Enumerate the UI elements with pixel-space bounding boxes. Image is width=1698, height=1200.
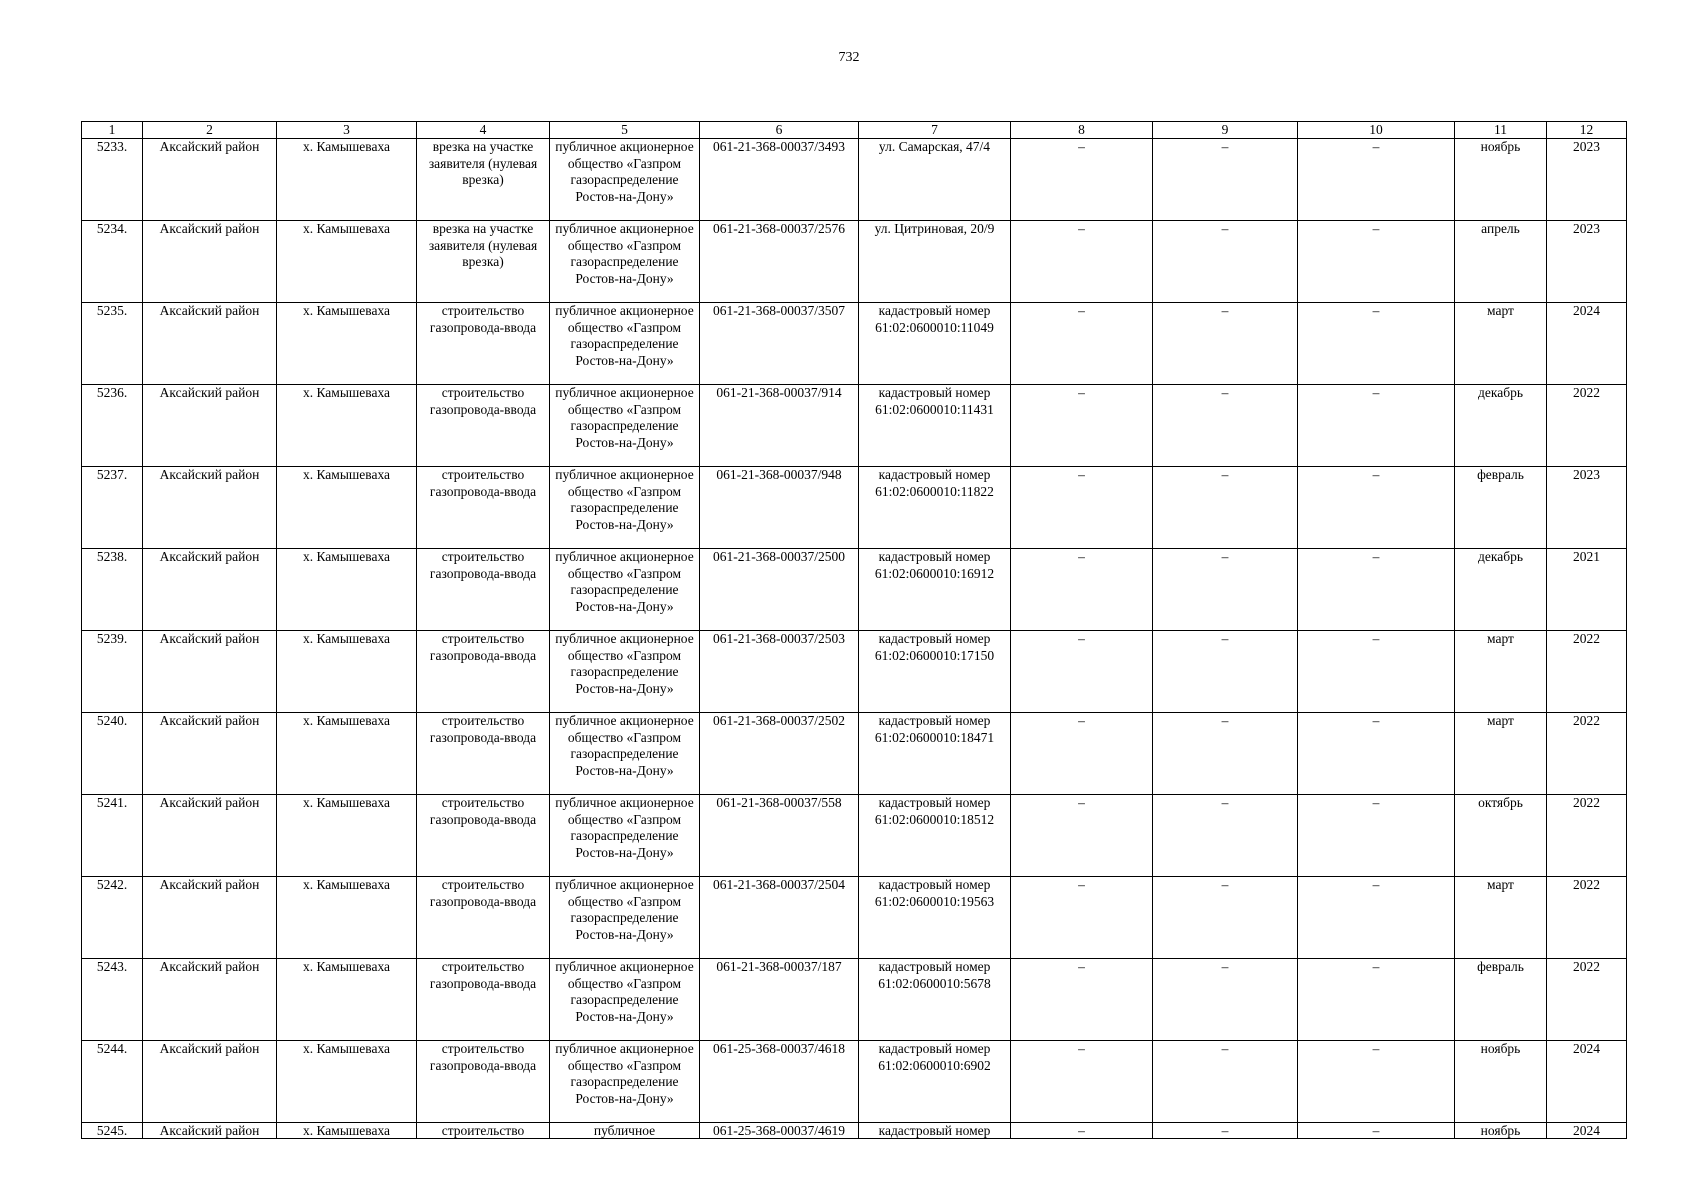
application-code-cell: 061-21-368-00037/187: [700, 959, 859, 1041]
district-cell: Аксайский район: [143, 795, 277, 877]
table-row: [82, 139, 1627, 221]
column-8-cell: –: [1011, 795, 1153, 877]
address-cell: ул. Цитриновая, 20/9: [859, 221, 1011, 303]
address-cell: ул. Самарская, 47/4: [859, 139, 1011, 221]
work-type-cell: строительство газопровода-ввода: [417, 467, 550, 549]
address-cell: кадастровый номер 61:02:0600010:19563: [859, 877, 1011, 959]
organization-cell: публичное акционерное общество «Газпром газораспределение Ростов-на-Дону»: [550, 713, 700, 795]
work-type-cell: строительство газопровода-ввода: [417, 303, 550, 385]
table-row: [82, 221, 1627, 303]
column-9-cell: –: [1153, 549, 1298, 631]
column-header-11: 11: [1455, 122, 1547, 139]
year-cell: 2023: [1547, 139, 1627, 221]
organization-cell: публичное акционерное общество «Газпром газораспределение Ростов-на-Дону»: [550, 221, 700, 303]
table-row: [82, 877, 1627, 959]
row-number: 5235.: [82, 303, 143, 385]
work-type-cell: строительство газопровода-ввода: [417, 549, 550, 631]
column-header-7: 7: [859, 122, 1011, 139]
organization-cell: публичное акционерное общество «Газпром газораспределение Ростов-на-Дону»: [550, 549, 700, 631]
column-header-4: 4: [417, 122, 550, 139]
month-cell: март: [1455, 713, 1547, 795]
column-8-cell: –: [1011, 1123, 1153, 1139]
organization-cell: публичное акционерное общество «Газпром газораспределение Ростов-на-Дону»: [550, 385, 700, 467]
locality-cell: х. Камышеваха: [277, 795, 417, 877]
column-10-cell: –: [1298, 959, 1455, 1041]
address-cell: кадастровый номер 61:02:0600010:18512: [859, 795, 1011, 877]
work-type-cell: строительство газопровода-ввода: [417, 631, 550, 713]
table-row: [82, 1123, 1627, 1139]
column-header-1: 1: [82, 122, 143, 139]
column-8-cell: –: [1011, 303, 1153, 385]
column-9-cell: –: [1153, 1041, 1298, 1123]
district-cell: Аксайский район: [143, 221, 277, 303]
column-9-cell: –: [1153, 385, 1298, 467]
application-code-cell: 061-21-368-00037/2500: [700, 549, 859, 631]
organization-cell: публичное акционерное общество «Газпром газораспределение Ростов-на-Дону»: [550, 959, 700, 1041]
district-cell: Аксайский район: [143, 385, 277, 467]
row-number: 5233.: [82, 139, 143, 221]
organization-cell: публичное акционерное общество «Газпром газораспределение Ростов-на-Дону»: [550, 303, 700, 385]
month-cell: март: [1455, 303, 1547, 385]
row-number: 5241.: [82, 795, 143, 877]
month-cell: декабрь: [1455, 549, 1547, 631]
district-cell: Аксайский район: [143, 549, 277, 631]
district-cell: Аксайский район: [143, 877, 277, 959]
year-cell: 2022: [1547, 795, 1627, 877]
work-type-cell: строительство газопровода-ввода: [417, 1041, 550, 1123]
application-code-cell: 061-21-368-00037/3493: [700, 139, 859, 221]
column-10-cell: –: [1298, 631, 1455, 713]
organization-cell: публичное акционерное общество «Газпром газораспределение Ростов-на-Дону»: [550, 467, 700, 549]
column-8-cell: –: [1011, 877, 1153, 959]
column-10-cell: –: [1298, 139, 1455, 221]
column-header-12: 12: [1547, 122, 1627, 139]
application-code-cell: 061-21-368-00037/3507: [700, 303, 859, 385]
month-cell: ноябрь: [1455, 1123, 1547, 1139]
locality-cell: х. Камышеваха: [277, 303, 417, 385]
column-10-cell: –: [1298, 1041, 1455, 1123]
column-10-cell: –: [1298, 385, 1455, 467]
year-cell: 2024: [1547, 303, 1627, 385]
locality-cell: х. Камышеваха: [277, 139, 417, 221]
month-cell: март: [1455, 877, 1547, 959]
column-8-cell: –: [1011, 631, 1153, 713]
month-cell: февраль: [1455, 467, 1547, 549]
header-row: [82, 122, 1627, 139]
locality-cell: х. Камышеваха: [277, 877, 417, 959]
column-10-cell: –: [1298, 795, 1455, 877]
column-10-cell: –: [1298, 303, 1455, 385]
column-9-cell: –: [1153, 467, 1298, 549]
work-type-cell: строительство газопровода-ввода: [417, 959, 550, 1041]
year-cell: 2022: [1547, 713, 1627, 795]
work-type-cell: строительство газопровода-ввода: [417, 877, 550, 959]
locality-cell: х. Камышеваха: [277, 549, 417, 631]
table-row: [82, 959, 1627, 1041]
application-code-cell: 061-25-368-00037/4619: [700, 1123, 859, 1139]
column-8-cell: –: [1011, 467, 1153, 549]
district-cell: Аксайский район: [143, 139, 277, 221]
address-cell: кадастровый номер 61:02:0600010:11822: [859, 467, 1011, 549]
row-number: 5243.: [82, 959, 143, 1041]
month-cell: февраль: [1455, 959, 1547, 1041]
column-9-cell: –: [1153, 221, 1298, 303]
column-header-6: 6: [700, 122, 859, 139]
table-row: [82, 1041, 1627, 1123]
month-cell: ноябрь: [1455, 1041, 1547, 1123]
application-code-cell: 061-21-368-00037/2503: [700, 631, 859, 713]
column-header-10: 10: [1298, 122, 1455, 139]
organization-cell: публичное акционерное общество «Газпром газораспределение Ростов-на-Дону»: [550, 631, 700, 713]
table-row: [82, 467, 1627, 549]
address-cell: кадастровый номер 61:02:0600010:6902: [859, 1041, 1011, 1123]
district-cell: Аксайский район: [143, 713, 277, 795]
table-row: [82, 795, 1627, 877]
column-10-cell: –: [1298, 713, 1455, 795]
address-cell: кадастровый номер 61:02:0600010:17150: [859, 631, 1011, 713]
column-9-cell: –: [1153, 713, 1298, 795]
column-8-cell: –: [1011, 139, 1153, 221]
row-number: 5237.: [82, 467, 143, 549]
table-body: [82, 139, 1627, 1139]
locality-cell: х. Камышеваха: [277, 1123, 417, 1139]
address-cell: кадастровый номер 61:02:0600010:11431: [859, 385, 1011, 467]
work-type-cell: врезка на участке заявителя (нулевая врезка): [417, 139, 550, 221]
column-10-cell: –: [1298, 549, 1455, 631]
row-number: 5239.: [82, 631, 143, 713]
work-type-cell: врезка на участке заявителя (нулевая врезка): [417, 221, 550, 303]
locality-cell: х. Камышеваха: [277, 631, 417, 713]
district-cell: Аксайский район: [143, 1123, 277, 1139]
work-type-cell: строительство газопровода-ввода: [417, 385, 550, 467]
organization-cell: публичное: [550, 1123, 700, 1139]
column-9-cell: –: [1153, 303, 1298, 385]
month-cell: ноябрь: [1455, 139, 1547, 221]
row-number: 5240.: [82, 713, 143, 795]
register-table: [81, 121, 1627, 1139]
column-8-cell: –: [1011, 221, 1153, 303]
district-cell: Аксайский район: [143, 467, 277, 549]
year-cell: 2022: [1547, 877, 1627, 959]
column-header-2: 2: [143, 122, 277, 139]
month-cell: март: [1455, 631, 1547, 713]
year-cell: 2022: [1547, 385, 1627, 467]
district-cell: Аксайский район: [143, 631, 277, 713]
year-cell: 2023: [1547, 467, 1627, 549]
row-number: 5244.: [82, 1041, 143, 1123]
table-row: [82, 303, 1627, 385]
application-code-cell: 061-21-368-00037/558: [700, 795, 859, 877]
column-9-cell: –: [1153, 959, 1298, 1041]
column-header-3: 3: [277, 122, 417, 139]
row-number: 5242.: [82, 877, 143, 959]
application-code-cell: 061-21-368-00037/914: [700, 385, 859, 467]
month-cell: декабрь: [1455, 385, 1547, 467]
column-10-cell: –: [1298, 1123, 1455, 1139]
address-cell: кадастровый номер 61:02:0600010:18471: [859, 713, 1011, 795]
column-9-cell: –: [1153, 139, 1298, 221]
work-type-cell: строительство: [417, 1123, 550, 1139]
organization-cell: публичное акционерное общество «Газпром газораспределение Ростов-на-Дону»: [550, 139, 700, 221]
row-number: 5234.: [82, 221, 143, 303]
organization-cell: публичное акционерное общество «Газпром газораспределение Ростов-на-Дону»: [550, 877, 700, 959]
application-code-cell: 061-21-368-00037/2504: [700, 877, 859, 959]
column-9-cell: –: [1153, 877, 1298, 959]
locality-cell: х. Камышеваха: [277, 959, 417, 1041]
row-number: 5238.: [82, 549, 143, 631]
column-header-8: 8: [1011, 122, 1153, 139]
address-cell: кадастровый номер: [859, 1123, 1011, 1139]
column-header-9: 9: [1153, 122, 1298, 139]
column-8-cell: –: [1011, 959, 1153, 1041]
column-10-cell: –: [1298, 467, 1455, 549]
column-8-cell: –: [1011, 385, 1153, 467]
locality-cell: х. Камышеваха: [277, 713, 417, 795]
work-type-cell: строительство газопровода-ввода: [417, 713, 550, 795]
district-cell: Аксайский район: [143, 959, 277, 1041]
column-8-cell: –: [1011, 1041, 1153, 1123]
organization-cell: публичное акционерное общество «Газпром газораспределение Ростов-на-Дону»: [550, 1041, 700, 1123]
address-cell: кадастровый номер 61:02:0600010:11049: [859, 303, 1011, 385]
application-code-cell: 061-21-368-00037/948: [700, 467, 859, 549]
organization-cell: публичное акционерное общество «Газпром газораспределение Ростов-на-Дону»: [550, 795, 700, 877]
year-cell: 2024: [1547, 1041, 1627, 1123]
column-10-cell: –: [1298, 877, 1455, 959]
page-number: 732: [838, 50, 860, 65]
locality-cell: х. Камышеваха: [277, 385, 417, 467]
column-9-cell: –: [1153, 631, 1298, 713]
column-10-cell: –: [1298, 221, 1455, 303]
year-cell: 2022: [1547, 959, 1627, 1041]
row-number: 5245.: [82, 1123, 143, 1139]
table-row: [82, 713, 1627, 795]
locality-cell: х. Камышеваха: [277, 467, 417, 549]
table-row: [82, 385, 1627, 467]
application-code-cell: 061-25-368-00037/4618: [700, 1041, 859, 1123]
column-9-cell: –: [1153, 795, 1298, 877]
address-cell: кадастровый номер 61:02:0600010:5678: [859, 959, 1011, 1041]
row-number: 5236.: [82, 385, 143, 467]
column-8-cell: –: [1011, 549, 1153, 631]
table-row: [82, 631, 1627, 713]
column-9-cell: –: [1153, 1123, 1298, 1139]
work-type-cell: строительство газопровода-ввода: [417, 795, 550, 877]
address-cell: кадастровый номер 61:02:0600010:16912: [859, 549, 1011, 631]
locality-cell: х. Камышеваха: [277, 1041, 417, 1123]
year-cell: 2021: [1547, 549, 1627, 631]
application-code-cell: 061-21-368-00037/2502: [700, 713, 859, 795]
application-code-cell: 061-21-368-00037/2576: [700, 221, 859, 303]
table-row: [82, 549, 1627, 631]
year-cell: 2023: [1547, 221, 1627, 303]
locality-cell: х. Камышеваха: [277, 221, 417, 303]
year-cell: 2022: [1547, 631, 1627, 713]
district-cell: Аксайский район: [143, 303, 277, 385]
column-8-cell: –: [1011, 713, 1153, 795]
year-cell: 2024: [1547, 1123, 1627, 1139]
month-cell: апрель: [1455, 221, 1547, 303]
district-cell: Аксайский район: [143, 1041, 277, 1123]
column-header-5: 5: [550, 122, 700, 139]
month-cell: октябрь: [1455, 795, 1547, 877]
